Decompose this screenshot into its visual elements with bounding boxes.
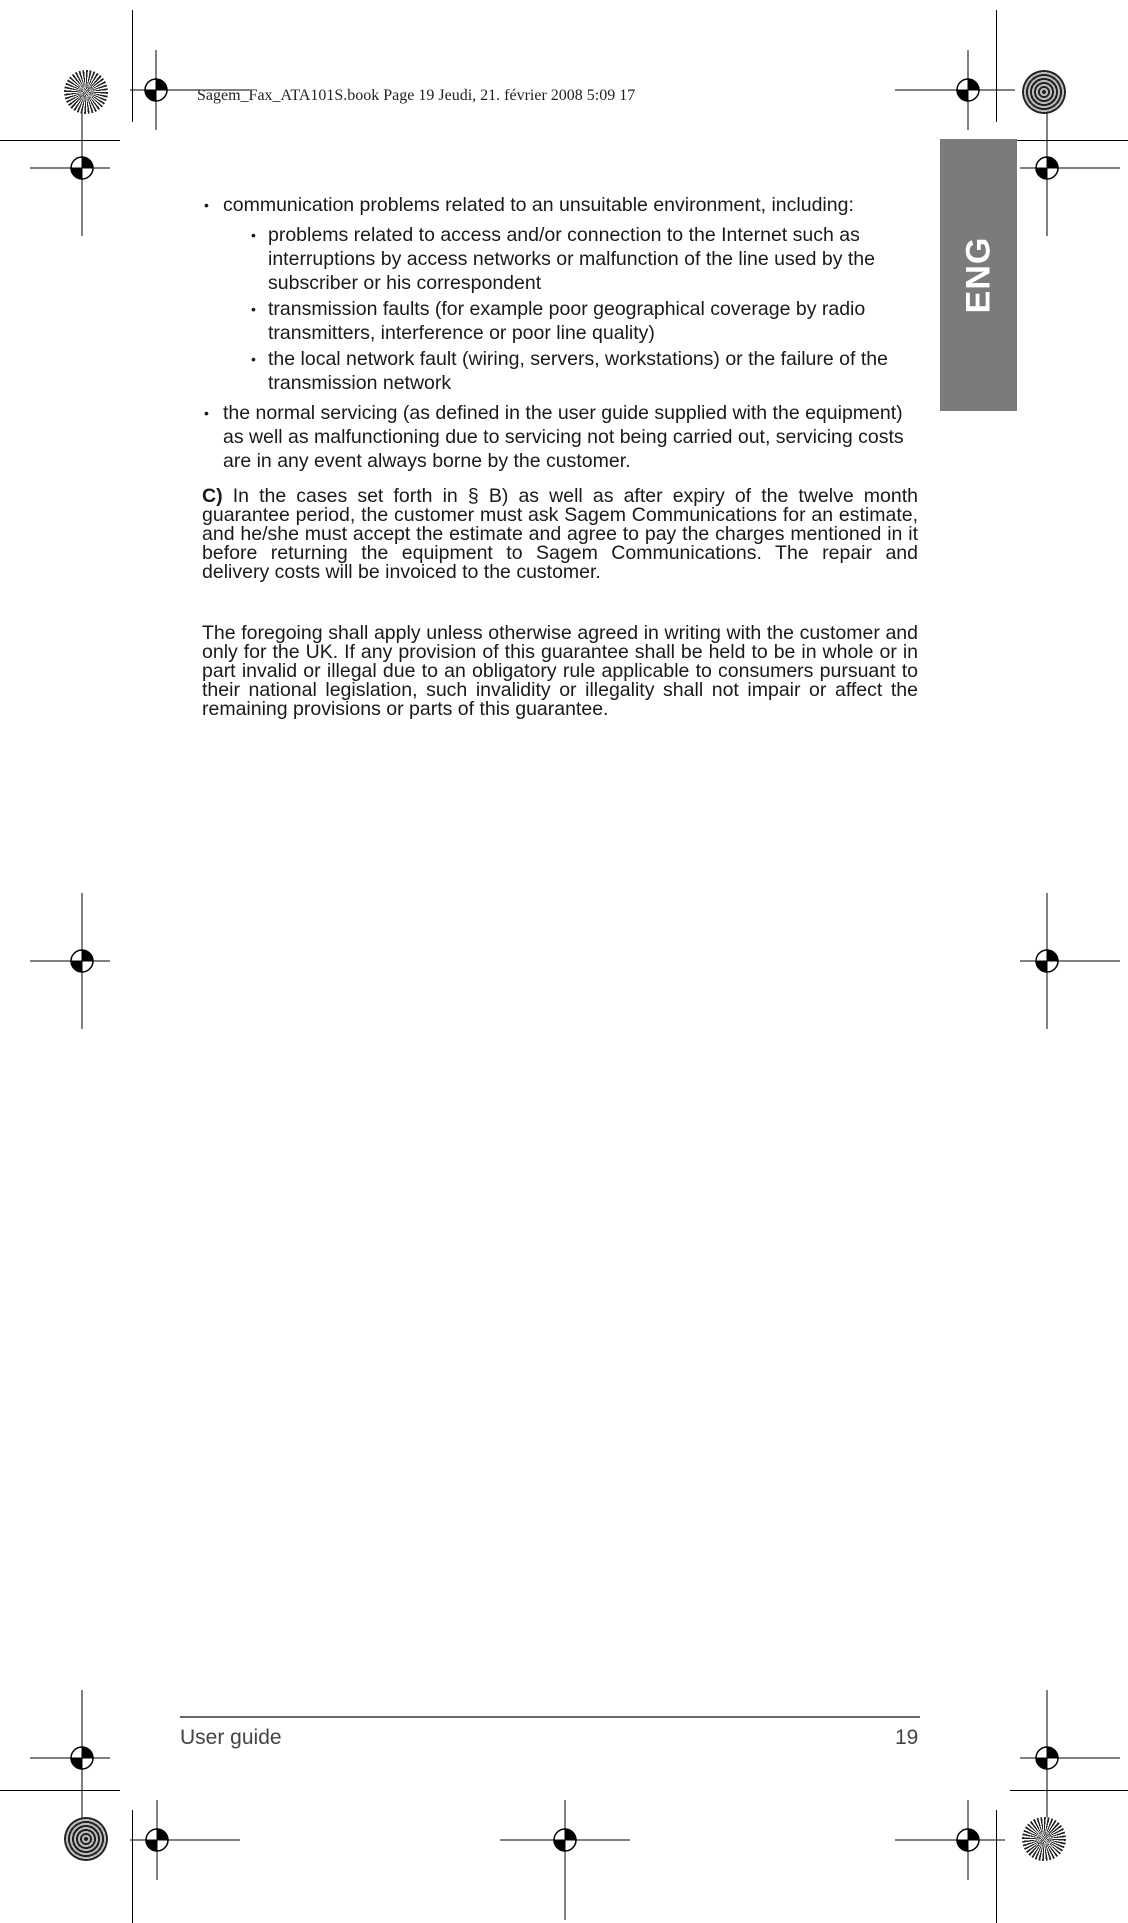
language-tab xyxy=(940,139,1017,411)
sub-list-item: • the local network fault (wiring, servers, workstations) or the failure of the transmission network xyxy=(235,347,918,395)
sub-list-item: • transmission faults (for example poor geographical coverage by radio transmitters, interference or poor line quality) xyxy=(235,297,918,345)
list-item xyxy=(202,193,918,395)
language-tab-label: ENG xyxy=(959,236,997,314)
registration-mark-icon xyxy=(30,1690,110,1826)
page-number: 19 xyxy=(895,1726,919,1749)
list-item xyxy=(202,401,918,473)
registration-mark-icon xyxy=(130,1800,240,1880)
list-item-text: the normal servicing (as defined in the user guide supplied with the equipment) as well as malfunctioning due to servicing not being carried out, servicing costs are in any event always borne by the customer. xyxy=(223,402,904,472)
sub-list-item: • problems related to access and/or connection to the Internet such as interruptions by access networks or malfunction of the line used by the subscriber or his correspondent xyxy=(235,223,918,295)
registration-mark-icon xyxy=(500,1800,630,1920)
footer-divider xyxy=(180,1716,920,1718)
foregoing-paragraph: The foregoing shall apply unless otherwise agreed in writing with the customer and only for the UK. If any provision of this guarantee shall be held to be in whole or in part invalid or illegal due to an obligatory rule applicable to consumers pursuant to their national legislation, such invalidity or illegality shall not impair or affect the remaining provisions or parts of this guarantee. xyxy=(202,622,918,720)
registration-mark-icon xyxy=(895,1800,1005,1880)
registration-mark-icon xyxy=(1020,100,1120,236)
registration-mark-icon xyxy=(30,100,110,236)
clause-c-text: In the cases set forth in § B) as well as after expiry of the twelve month guarantee period, the customer must ask Sagem Communications for an estimate, and he/she must accept the estimate and agree to pay the charges mentioned in it before returning the equipment to Sagem Communications. The repair and delivery costs will be invoiced to the customer. xyxy=(202,485,918,583)
calibration-disc-icon xyxy=(1022,1817,1066,1861)
clause-c-label: C) xyxy=(202,485,223,507)
clause-c-paragraph xyxy=(202,487,918,582)
guarantee-content xyxy=(202,193,918,719)
calibration-disc-icon xyxy=(1022,70,1066,114)
registration-mark-icon xyxy=(30,893,110,1029)
calibration-disc-icon xyxy=(64,1817,108,1861)
exclusion-list xyxy=(202,193,918,473)
registration-mark-icon xyxy=(895,50,1015,130)
sub-list xyxy=(223,223,918,395)
registration-mark-icon xyxy=(1020,893,1120,1029)
print-header: Sagem_Fax_ATA101S.book Page 19 Jeudi, 21. février 2008 5:09 17 xyxy=(197,87,636,104)
registration-mark-icon xyxy=(1020,1690,1120,1826)
calibration-disc-icon xyxy=(64,70,108,114)
list-item-text: communication problems related to an unsuitable environment, including: xyxy=(223,194,854,216)
footer-label: User guide xyxy=(180,1726,282,1749)
